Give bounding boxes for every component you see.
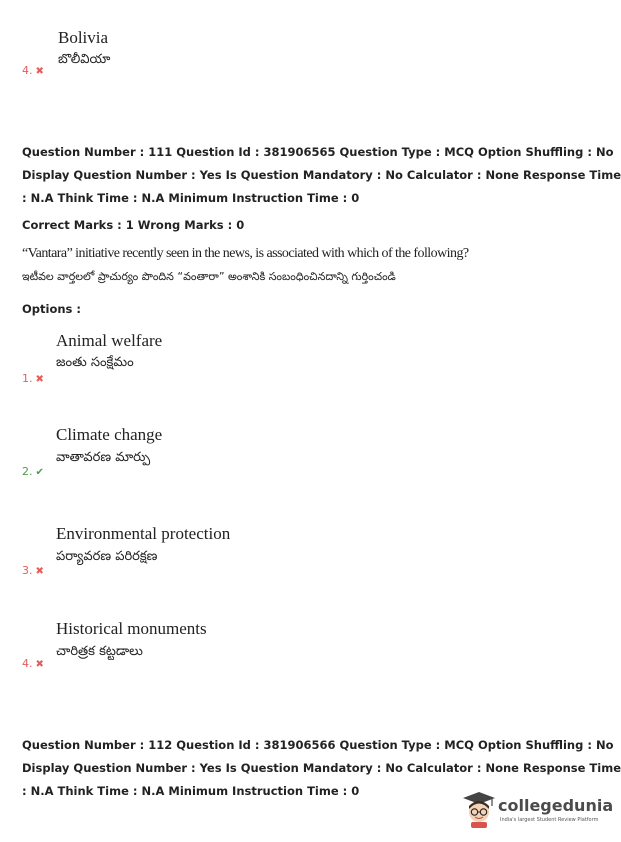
q111-option-2-telugu: వాతావరణ మార్పు bbox=[56, 450, 151, 465]
q111-option-3-telugu: పర్యావరణ పరిరక్షణ bbox=[56, 549, 158, 564]
q111-option-4-number-text: 4. bbox=[22, 657, 33, 670]
q111-option-3-number-text: 3. bbox=[22, 564, 33, 577]
prev-option-telugu: బొలీవియా bbox=[58, 52, 111, 67]
q111-option-2-number bbox=[22, 465, 44, 478]
q111-option-4-telugu: చారిత్రక కట్టడాలు bbox=[56, 644, 143, 659]
q111-option-3-english: Environmental protection bbox=[56, 524, 231, 543]
q111-option-4-number bbox=[22, 657, 44, 670]
logo-tagline: India's largest Student Review Platform bbox=[500, 817, 599, 823]
q111-option-1-telugu: జంతు సంక్షేమం bbox=[56, 355, 134, 370]
cross-icon: ✖ bbox=[35, 566, 44, 577]
q111-meta-line-1: Question Number : 111 Question Id : 381906565 Question Type : MCQ Option Shuffling : No bbox=[22, 145, 614, 159]
q112-meta-line-3: : N.A Think Time : N.A Minimum Instruction Time : 0 bbox=[22, 784, 360, 798]
q111-meta-line-2: Display Question Number : Yes Is Question Mandatory : No Calculator : None Response Time bbox=[22, 168, 621, 182]
q111-option-1-number-text: 1. bbox=[22, 372, 33, 385]
q111-question-telugu: ఇటీవల వార్తలలో ప్రాచుర్యం పొందిన “వంతారా” అంశానికి సంబంధించినదాన్ని గుర్తించండి bbox=[22, 270, 396, 283]
collegedunia-logo bbox=[462, 790, 614, 830]
q111-option-4-english: Historical monuments bbox=[56, 619, 207, 638]
check-icon: ✔ bbox=[35, 467, 44, 478]
prev-option-english: Bolivia bbox=[58, 28, 109, 47]
q111-option-3-number bbox=[22, 564, 44, 577]
q111-option-1-english: Animal welfare bbox=[56, 331, 163, 350]
q111-option-2-number-text: 2. bbox=[22, 465, 33, 478]
q112-meta-line-1: Question Number : 112 Question Id : 381906566 Question Type : MCQ Option Shuffling : No bbox=[22, 738, 614, 752]
cross-icon: ✖ bbox=[35, 374, 44, 385]
q111-marks: Correct Marks : 1 Wrong Marks : 0 bbox=[22, 218, 245, 232]
cross-icon: ✖ bbox=[35, 659, 44, 670]
q111-meta-line-3: : N.A Think Time : N.A Minimum Instruction Time : 0 bbox=[22, 191, 360, 205]
prev-option-number-text: 4. bbox=[22, 64, 33, 77]
mascot-icon bbox=[462, 790, 496, 828]
q111-option-2-english: Climate change bbox=[56, 425, 163, 444]
logo-wordmark: collegedunia bbox=[498, 796, 614, 815]
prev-option-number bbox=[22, 64, 44, 77]
q112-meta-line-2: Display Question Number : Yes Is Question Mandatory : No Calculator : None Response Time bbox=[22, 761, 621, 775]
cross-icon: ✖ bbox=[35, 66, 44, 77]
q111-question-english: “Vantara” initiative recently seen in the news, is associated with which of the following? bbox=[22, 246, 469, 261]
q111-options-label: Options : bbox=[22, 302, 81, 316]
q111-option-1-number bbox=[22, 372, 44, 385]
